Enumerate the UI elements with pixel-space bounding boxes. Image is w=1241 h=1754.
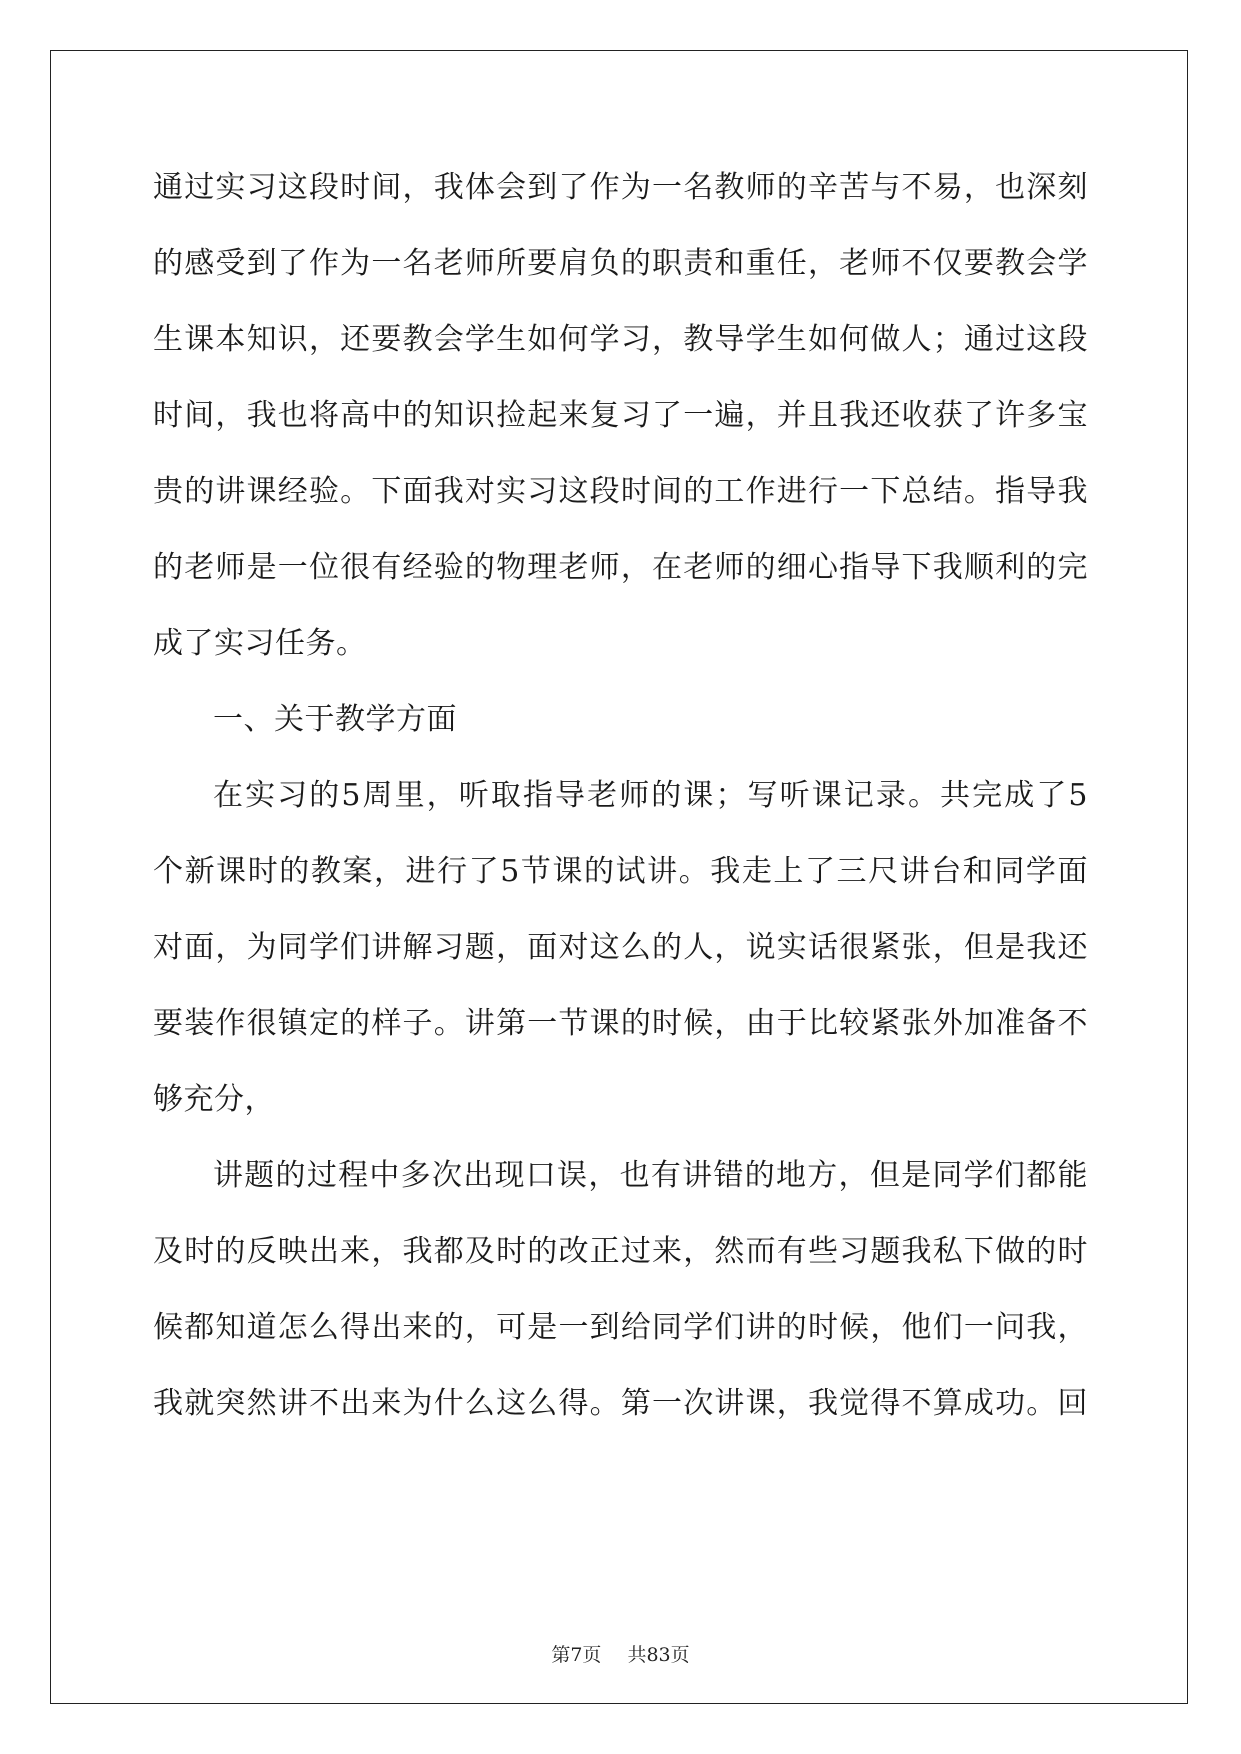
page-number: 第7页 [551, 1644, 602, 1666]
text-line: 通过实习这段时间，我体会到了作为一名教师的辛苦与不易，也深刻 [153, 170, 1088, 205]
text-line: 我就突然讲不出来为什么这么得。第一次讲课，我觉得不算成功。回 [153, 1386, 1088, 1421]
text-line: 一、关于教学方面 [213, 702, 457, 737]
page-total: 共83页 [627, 1644, 690, 1666]
text-line: 要装作很镇定的样子。讲第一节课的时候，由于比较紧张外加准备不 [153, 1006, 1088, 1041]
text-line: 的感受到了作为一名老师所要肩负的职责和重任，老师不仅要教会学 [153, 246, 1088, 281]
text-line: 讲题的过程中多次出现口误，也有讲错的地方，但是同学们都能 [213, 1158, 1088, 1193]
text-line: 成了实习任务。 [153, 626, 367, 661]
text-line: 生课本知识，还要教会学生如何学习，教导学生如何做人；通过这段 [153, 322, 1088, 357]
text-line: 对面，为同学们讲解习题，面对这么的人，说实话很紧张，但是我还 [153, 930, 1088, 965]
text-line: 够充分， [153, 1082, 275, 1117]
text-line: 时间，我也将高中的知识捡起来复习了一遍，并且我还收获了许多宝 [153, 398, 1088, 433]
document-body [153, 150, 1088, 1442]
text-line: 在实习的5周里，听取指导老师的课；写听课记录。共完成了5 [213, 778, 1088, 813]
page-footer [0, 1640, 1241, 1667]
text-line: 贵的讲课经验。下面我对实习这段时间的工作进行一下总结。指导我 [153, 474, 1088, 509]
text-line: 个新课时的教案，进行了5节课的试讲。我走上了三尺讲台和同学面 [153, 854, 1088, 889]
text-line: 候都知道怎么得出来的，可是一到给同学们讲的时候，他们一问我， [153, 1310, 1088, 1345]
text-line: 及时的反映出来，我都及时的改正过来，然而有些习题我私下做的时 [153, 1234, 1088, 1269]
text-line: 的老师是一位很有经验的物理老师，在老师的细心指导下我顺利的完 [153, 550, 1088, 585]
